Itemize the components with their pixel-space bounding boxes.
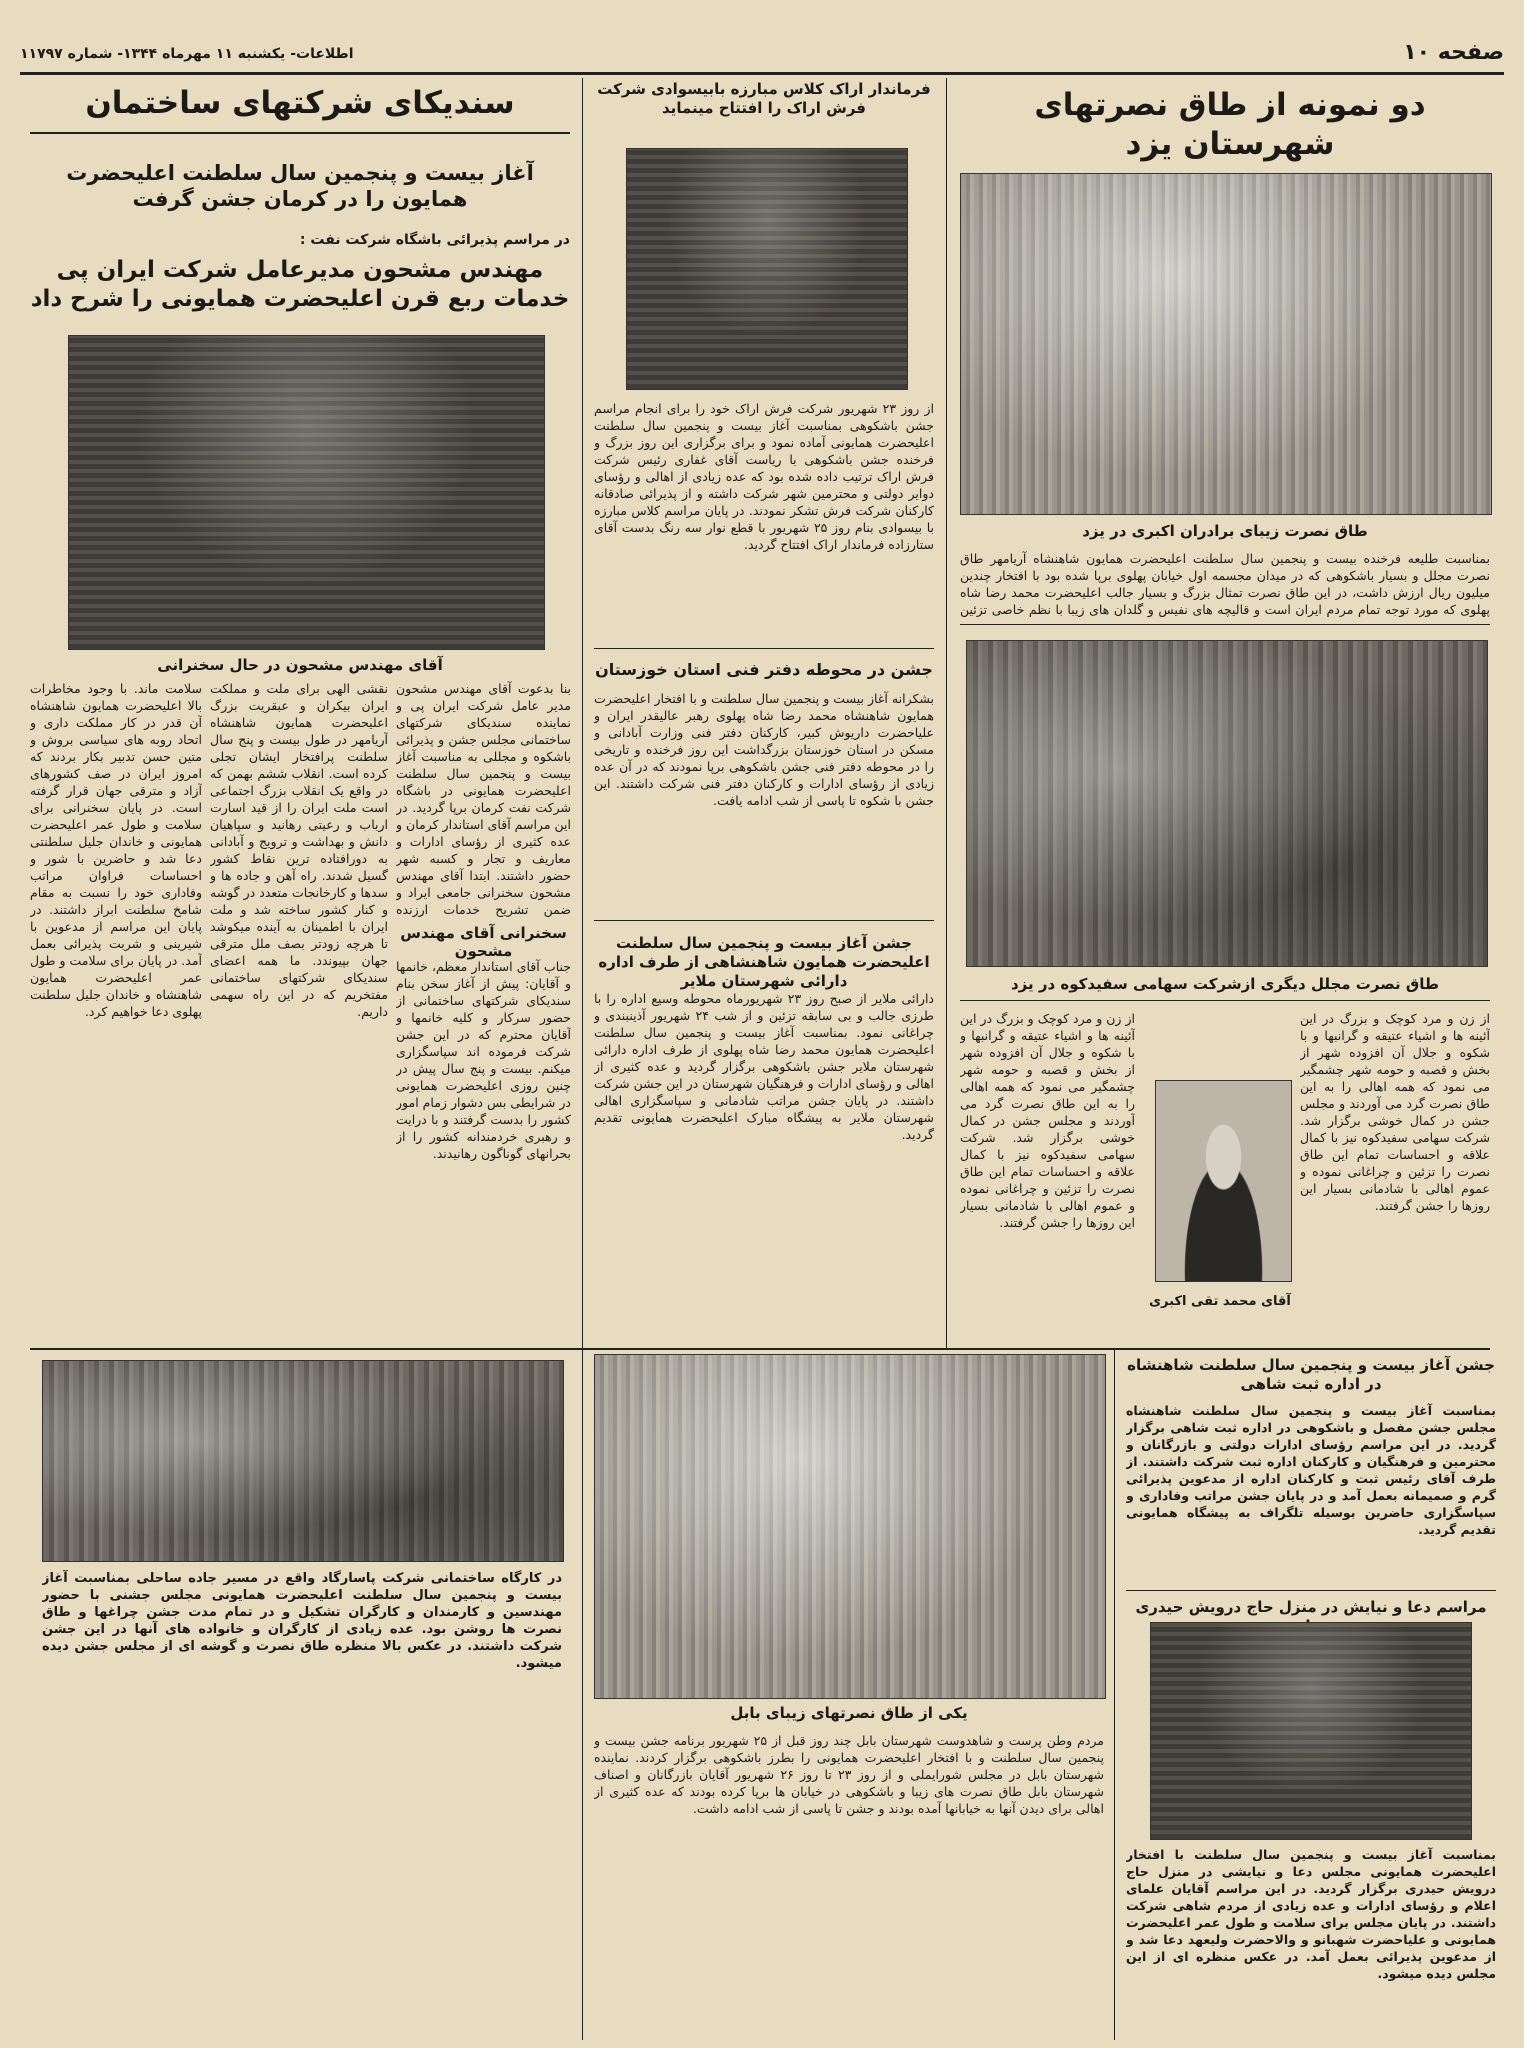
yazd-caption-1: طاق نصرت زیبای برادران اکبری در یزد [1082, 522, 1368, 540]
yazd-arch-photo-2 [966, 640, 1488, 967]
arak-headline: فرماندار اراک کلاس مبارزه بابیسوادی شرکت فرش اراک را افتتاح مینماید [597, 80, 931, 117]
column-rule [582, 1350, 583, 2040]
nabat-body: بمناسبت آغاز بیست و پنجمین سال سلطنت شاهنشاه مجلس جشن مفصل و باشکوهی در اداره ثبت شاهی برگزار گردید. در این مراسم رؤسای ادارات دولتی و بازرگانان و محترمین و فرهنگیان و کارکنان اداره ثبت شرکت داشتند. از طرف آقای رئیس ثبت و کارکنان اداره از مدعوین پذیرائی گرم و صمیمانه بعمل آمد و در پایان جشن مراتب وفاداری و سپاسگزاری حاضرین بوسیله تلگراف به پیشگاه همایونی تقدیم گردید. [1126, 1403, 1496, 1537]
column-rule [946, 78, 947, 1348]
dateline: اطلاعات- یکشنبه ۱۱ مهرماه ۱۳۴۴- شماره ۱۱۷۹۷ [20, 46, 354, 62]
khuzestan-headline: جشن در محوطه دفتر فنی استان خوزستان [595, 660, 933, 679]
syndicate-col-b: نقشی الهی برای ملت و مملکت ایران بیکران و عبقریت بزرگ اعلیحضرت همایون شاهنشاه آریامهر در طول بیست و پنج سال سلطنت پرافتخار ایشان تجلی کرده است. انقلاب ششم بهمن که در واقع یک انقلاب بزرگ اجتماعی است ملت ایران را از قید اسارت ارباب و رعیتی رهانید و سپاهیان دانش و بهداشت و ترویج و آبادانی به دورافتاده ترین نقاط کشور گسیل شدند. راه آهن و جاده ها و سدها و کارخانجات متعدد در گوشه و کنار کشور ساخته شد و ملت ایران با اطمینان به آینده میکوشد تا هرچه زودتر بصف ملل مترقی جهان بپیوندد. ما همه اعضای سندیکای شرکتهای ساختمانی مفتخریم که در این راه سهمی داریم. [210, 681, 388, 1019]
syndicate-subheadline: آغاز بیست و پنجمین سال سلطنت اعلیحضرت همایون را در کرمان جشن گرفت [66, 161, 534, 212]
divider [960, 1348, 1490, 1350]
syndicate-col-a: بنا بدعوت آقای مهندس مشحون مدیر عامل شرکت ایران پی و نماینده سندیکای شرکتهای ساختمانی مجلس جشن و پذیرائی باشکوه و مجللی به مناسبت آغاز بیست و پنجمین سال سلطنت اعلیحضرت همایونی در باشگاه شرکت نفت کرمان برپا گردید. در این مراسم آقای استاندار کرمان و عده کثیری از رؤسای ادارات و معاریف و تجار و کسبه شهر حضور داشتند. ابتدا آقای مهندس مشحون سخنرانی جامعی ایراد و ضمن تشریح خدمات ارزنده [396, 681, 571, 917]
divider [30, 132, 570, 134]
heydari-headline: مراسم دعا و نیایش در منزل حاج درویش حیدری [1135, 1598, 1487, 1616]
column-rule [1114, 1350, 1115, 2040]
divider [594, 648, 934, 649]
divider [1126, 1590, 1496, 1591]
syndicate-col-a2: جناب آقای استاندار معظم، خانمها و آقایان: پیش از آغاز سخن بنام سندیکای شرکتهای ساختمانی از حضور سرکار و کلیه خانمها و آقایان محترم که در این جشن شرکت فرموده اند سپاسگزاری میکنم. بیست و پنج سال پیش در چنین روزی اعلیحضرت همایونی در شرایطی بس دشوار زمام امور کشور را بدست گرفتند و با درایت و رهبری خردمندانه کشور را از بحرانهای گوناگون رهانیدند. [396, 959, 571, 1161]
speech-subhead: سخنرانی آقای مهندس مشحون [400, 924, 567, 960]
masthead [20, 38, 1504, 75]
divider [594, 920, 934, 921]
syndicate-headline: سندیکای شرکتهای ساختمان [85, 85, 515, 121]
heydari-body: بمناسبت آغاز بیست و پنجمین سال سلطنت با افتخار اعلیحضرت همایونی مجلس دعا و نیایشی در منزل حاج درویش حیدری برگزار گردید. در این مراسم آقایان علمای اعلام و رؤسای ادارات و عده زیادی از مردم شاهی شرکت داشتند. در پایان مجلس برای سلامت و طول عمر اعلیحضرت همایونی و علیاحضرت شهبانو و والاحضرت ولیعهد دعا شد و از مدعوین پذیرائی بعمل آمد. در عکس منظره ای از این مجلس دیده میشود. [1126, 1847, 1496, 1981]
yazd-body-2: از زن و مرد کوچک و بزرگ در این آئینه ها و اشیاء عتیقه و گرانبها و با شکوه و جلال آن افزوده شهر از بخش و قصبه و حومه شهر چشمگیر می نمود که همه اهالی را به این طاق نصرت گرد می آوردند و مجلس جشن در کمال خوشی برگزار شد. شرکت سهامی سفیدکوه نیز با کمال علاقه و احساسات تمام این طاق نصرت را تزئین و چراغانی نموده و عموم اهالی با شادمانی بسیار این روزها را جشن گرفتند. [1300, 1011, 1490, 1213]
speech-photo-caption: آقای مهندس مشحون در حال سخنرانی [157, 656, 443, 674]
workshop-body: در کارگاه ساختمانی شرکت پاسارگاد واقع در مسیر جاده ساحلی بمناسبت آغاز بیست و پنجمین سال سلطنت اعلیحضرت همایونی مجلس جشنی با حضور مهندسین و کارمندان و کارگران تشکیل و در تمام مدت جشن چراغها و طاق نصرت ها روشن بود. عده زیادی از کارگران و خانواده های آنها در این جشن شرکت داشتند. در عکس بالا منظره طاق نصرت و گوشه ای از مجلس جشن دیده میشود. [42, 1571, 562, 1671]
arak-ribbon-photo [626, 148, 908, 390]
divider [960, 624, 1490, 625]
syndicate-main-headline: مهندس مشحون مدیرعامل شرکت ایران پی خدمات ربع قرن اعلیحضرت همایونی را شرح داد [30, 257, 570, 312]
yazd-caption-2: طاق نصرت مجلل دیگری ازشرکت سهامی سفیدکوه در یزد [1010, 975, 1440, 993]
syndicate-col-c: سلامت ماند. با وجود مخاطرات بالا اعلیحضرت همایون شاهنشاه آن قدر در کار مملکت داری و اتحاد روبه های سیاسی بروش و متین حسن تدبیر بکار بردند که امروز ایران در صف کشورهای آزاد و مترقی جهان قرار گرفته است. در پایان سخنرانی برای سلامت و طول عمر اعلیحضرت همایونی و خاندان جلیل سلطنتی دعا شد و حاضرین با شور و احساسات فراوان مراتب وفاداری خود را نسبت به مقام شامخ سلطنت ابراز داشتند. در پایان این مراسم از مدعوین با شیرینی و شربت پذیرائی بعمل آمد. در پایان برای سلامت و طول عمر اعلیحضرت همایون شاهنشاه و خاندان جلیل سلطنت پهلوی دعا خواهیم کرد. [30, 681, 202, 1019]
heydari-gathering-photo [1150, 1622, 1472, 1840]
malayer-body: دارائی ملایر از صبح روز ۲۳ شهریورماه محوطه وسیع اداره را با طرزی جالب و بی سابقه تزئین و از شب ۲۴ شهریور آذینبندی و چراغانی نمود. بمناسبت آغاز بیست و پنجمین سال سلطنت اعلیحضرت همایون محمد رضا شاه پهلوی از طرف اداره دارائی شهرستان ملایر جشن باشکوهی برگزار گردید و عده کثیری از اهالی و رؤسای ادارات و فرهنگیان شهرستان در این جشن شرکت داشتند. در پایان جشن مراتب شادمانی و سپاسگزاری اهالی شهرستان ملایر به پیشگاه مبارک اعلیحضرت همایونی تقدیم گردید. [594, 991, 934, 1142]
nabat-headline: جشن آغاز بیست و پنجمین سال سلطنت شاهنشاه در اداره ثبت شاهی [1127, 1356, 1495, 1393]
divider [960, 1000, 1490, 1001]
babol-body: مردم وطن پرست و شاهدوست شهرستان بابل چند روز قبل از ۲۵ شهریور برنامه جشن بیست و پنجمین سال سلطنت و با افتخار اعلیحضرت همایونی را بطرز باشکوهی برگزار کردند. نماینده شهرستان بابل در مجلس شورایملی و از روز ۲۳ تا روز ۲۶ شهریور آقایان بازرگانان و اصناف شهرستان بابل طاق نصرت های زیبا و باشکوهی در خیابان ها برپا کرده بودند که عده کثیری از اهالی برای دیدن آنها به خیابانها آمده بودند و جشن تا پاسی از شب ادامه داشت. [594, 1733, 1104, 1816]
divider [30, 1348, 960, 1350]
workshop-photo [42, 1360, 564, 1562]
column-rule [582, 78, 583, 1348]
yazd-body-2b: از زن و مرد کوچک و بزرگ در این آئینه ها و اشیاء عتیقه و گرانبها و با شکوه و جلال آن افزوده شهر از بخش و قصبه و حومه شهر چشمگیر می نمود که همه اهالی را به این طاق نصرت گرد می آوردند و مجلس جشن در کمال خوشی برگزار شد. شرکت سهامی سفیدکوه نیز با کمال علاقه و احساسات تمام این طاق نصرت را تزئین و چراغانی نموده و عموم اهالی با شادمانی بسیار این روزها را جشن گرفتند. [960, 1011, 1135, 1230]
speech-photo [68, 335, 545, 650]
khuzestan-body: بشکرانه آغاز بیست و پنجمین سال سلطنت و با افتخار اعلیحضرت همایون شاهنشاه محمد رضا شاه پهلوی رهبر عالیقدر ایران و علیاحضرت داریوش کبیر، کارکنان دفتر فنی وزارت آبادانی و مسکن در استان خوزستان بزرگداشت این روز فرخنده و تاریخی را در محوطه دفتر فنی جشن باشکوهی برپا نمودند که در آن عده زیادی از رؤسای ادارات و کارکنان دفتر فنی شرکت داشتند. این جشن با شکوه تا پاسی از شب ادامه یافت. [594, 691, 934, 808]
arak-body: از روز ۲۳ شهریور شرکت فرش اراک خود را برای انجام مراسم جشن باشکوهی بمناسبت آغاز بیست و پنجمین سال سلطنت اعلیحضرت همایونی آماده نمود و برای برگزاری این روز بزرگ و فرخنده جشن باشکوهی با ریاست آقای غفاری رئیس شرکت فرش اراک ترتیب داده شده بود که عده زیادی از اهالی و رؤسای دوایر دولتی و محترمین شهر شرکت داشته و از پذیرائی صادقانه کارکنان شرکت فرش تشکر نمودند. در پایان مراسم کلاس مبارزه با بیسوادی بنام روز ۲۵ شهریور با قطع نوار سه رنگ بدست آقای ستارزاده فرماندار اراک افتتاح گردید. [594, 401, 934, 552]
syndicate-kicker: در مراسم پذیرائی باشگاه شرکت نفت : [299, 232, 570, 248]
malayer-headline: جشن آغاز بیست و پنجمین سال سلطنت اعلیحضرت همایون شاهنشاهی از طرف اداره دارائی شهرستان ملایر [598, 934, 930, 990]
page-number: صفحه ۱۰ [1403, 40, 1504, 65]
yazd-body-1: بمناسبت طلیعه فرخنده بیست و پنجمین سال سلطنت اعلیحضرت همایون شاهنشاه آریامهر طاق نصرت مجلل و بسیار باشکوهی که در میدان مجسمه اول خیابان پهلوی برپا شده بود با افتخار چندین میلیون ریال ارزش داشت، در این طاق نصرت تمثال بزرگ و بسیار جالب اعلیحضرت محمد رضا شاه پهلوی که مورد توجه تمام مردم ایران است و قالیچه های نفیس و گلدان های زیبا با نظم خاصی تزئین [960, 551, 1490, 617]
babol-caption: یکی از طاق نصرتهای زیبای بابل [730, 1704, 968, 1722]
babol-arch-photo [594, 1354, 1106, 1699]
yazd-arch-photo-1 [960, 173, 1492, 515]
portrait-caption: آقای محمد تقی اکبری [1149, 1294, 1291, 1309]
akbari-portrait-photo [1155, 1080, 1292, 1282]
yazd-headline: دو نمونه از طاق نصرتهای شهرستان یزد [1034, 87, 1426, 162]
